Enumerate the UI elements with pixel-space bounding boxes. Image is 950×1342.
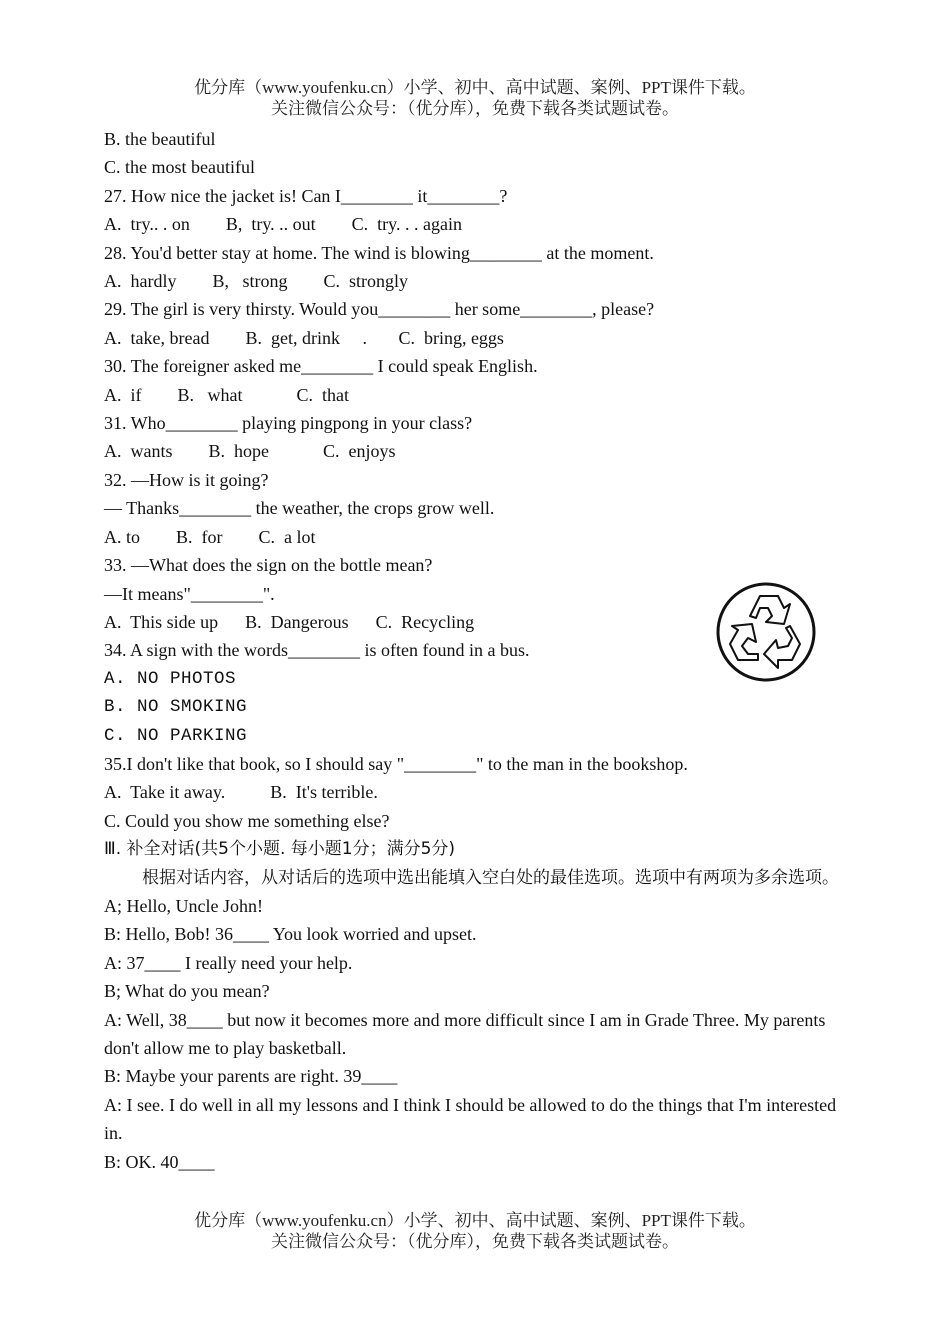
options-30: A. if B. what C. that [104, 384, 349, 405]
dialogue-line: B: Maybe your parents are right. 39____ [104, 1066, 398, 1087]
options-32: A. to B. for C. a lot [104, 526, 316, 547]
dialogue-line: A: Well, 38____ but now it becomes more and more difficult since I am in Grade Three. My parents don't allow me to play basketball. [104, 1009, 826, 1058]
option-34-b: B. NO SMOKING [104, 697, 248, 718]
option-line: B. the beautiful [104, 129, 216, 149]
dialogue-line: A: I see. I do well in all my lessons and I think I should be allowed to do the things that I'm interested in. [104, 1094, 837, 1144]
options-29: A. take, bread B. get, drink . C. bring, eggs [104, 327, 504, 348]
section-3-title: Ⅲ. 补全对话(共5个小题. 每小题1分；满分5分) [104, 839, 456, 860]
section-3-instruction: 根据对话内容，从对话后的选项中选出能填入空白处的最佳选项。选项中有两项为多余选项。 [142, 867, 839, 888]
question-31: 31. Who________ playing pingpong in your class? [104, 413, 473, 434]
header-line-2: 关注微信公众号：（优分库），免费下载各类试题试卷。 [271, 99, 679, 118]
question-27: 27. How nice the jacket is! Can I________ it________? [104, 185, 508, 206]
options-33: A. This side up B. Dangerous C. Recycling [104, 611, 475, 632]
dialogue-line: B; What do you mean? [104, 981, 270, 1002]
page-header [0, 77, 950, 119]
footer-line-1: 优分库（www.youfenku.cn）小学、初中、高中试题、案例、PPT课件下载。 [194, 1211, 756, 1230]
dialogue-line: A; Hello, Uncle John! [104, 895, 263, 916]
question-28: 28. You'd better stay at home. The wind is blowing________ at the moment. [104, 242, 654, 263]
question-33-reply: —It means"________". [104, 583, 275, 604]
dialogue-line: B: Hello, Bob! 36____ You look worried and upset. [104, 924, 477, 945]
question-32-reply: — Thanks________ the weather, the crops grow well. [104, 498, 495, 519]
question-33: 33. —What does the sign on the bottle mean? [104, 555, 433, 576]
option-35-c: C. Could you show me something else? [104, 810, 390, 831]
footer-line-2: 关注微信公众号：（优分库），免费下载各类试题试卷。 [271, 1232, 679, 1251]
option-line: C. the most beautiful [104, 157, 255, 178]
options-31: A. wants B. hope C. enjoys [104, 441, 396, 462]
page-footer [0, 1210, 950, 1252]
options-35-ab: A. Take it away. B. It's terrible. [104, 782, 378, 803]
header-line-1: 优分库（www.youfenku.cn）小学、初中、高中试题、案例、PPT课件下载。 [194, 78, 756, 97]
question-34: 34. A sign with the words________ is often found in a bus. [104, 640, 530, 661]
question-29: 29. The girl is very thirsty. Would you________ her some________, please? [104, 299, 655, 320]
options-28: A. hardly B, strong C. strongly [104, 271, 408, 292]
options-27: A. try.. . on B, try. .. out C. try. . . again [104, 214, 462, 235]
recycling-symbol-icon [714, 582, 818, 682]
dialogue-line: B: OK. 40____ [104, 1151, 215, 1172]
question-32: 32. —How is it going? [104, 469, 269, 490]
option-34-c: C. NO PARKING [104, 725, 248, 746]
question-30: 30. The foreigner asked me________ I could speak English. [104, 356, 538, 377]
option-34-a: A. NO PHOTOS [104, 668, 237, 689]
question-35: 35.I don't like that book, so I should say "________" to the man in the bookshop. [104, 753, 688, 774]
dialogue-line: A: 37____ I really need your help. [104, 952, 353, 973]
